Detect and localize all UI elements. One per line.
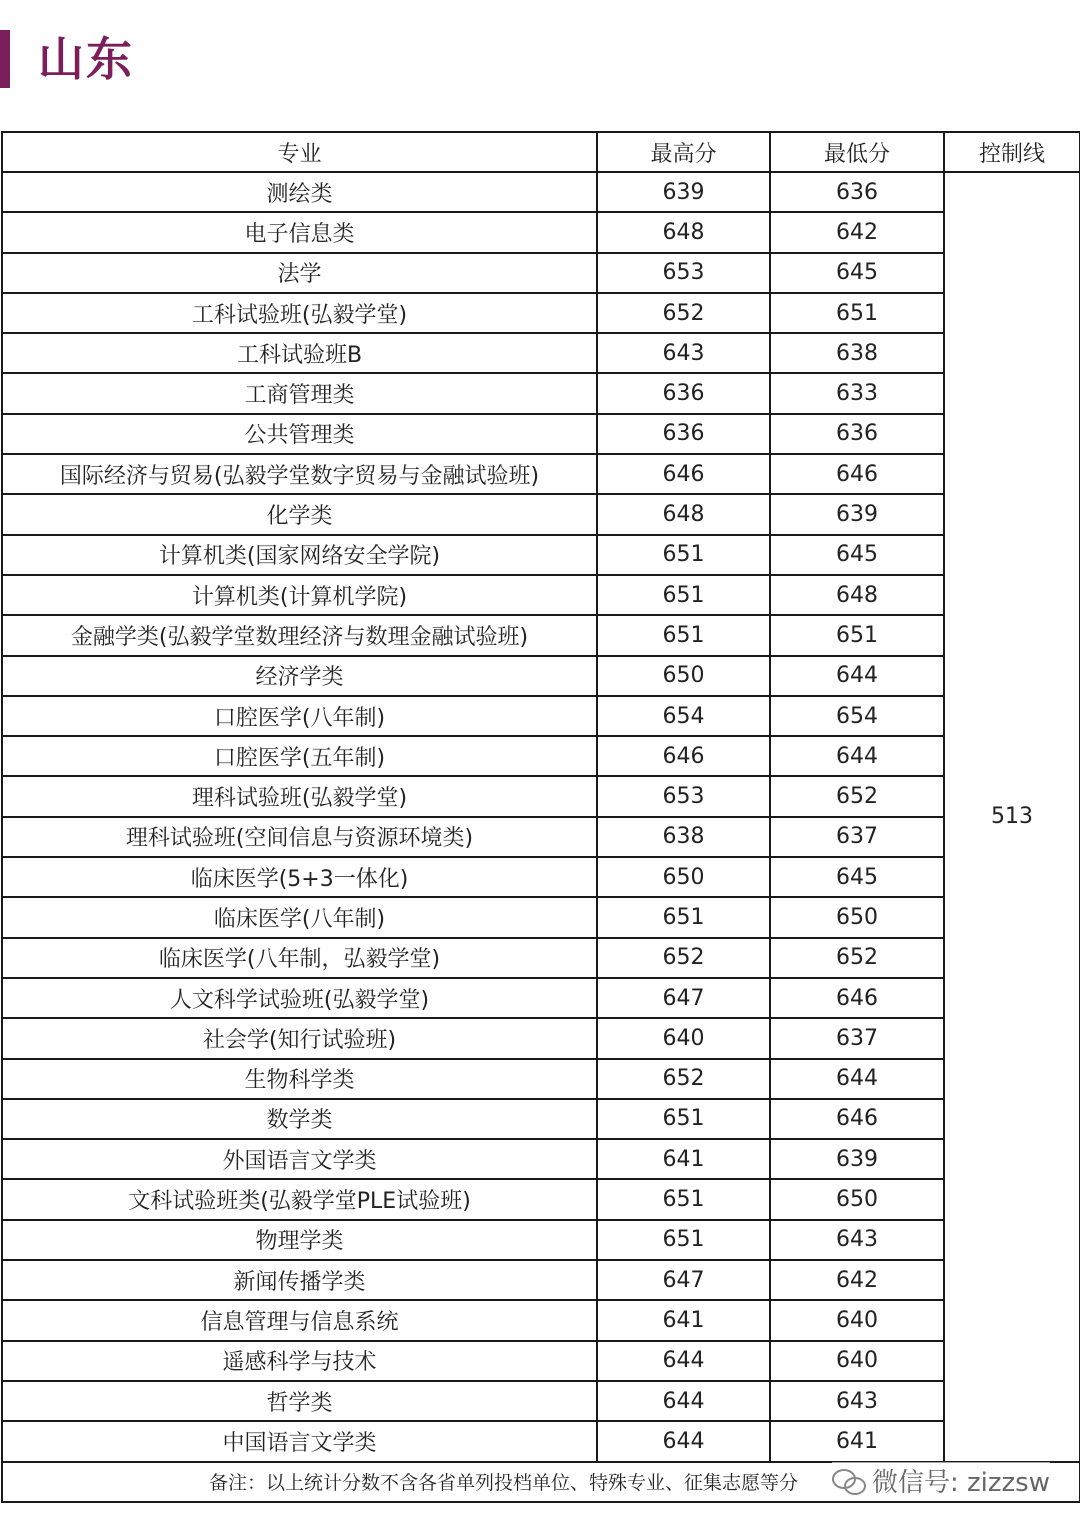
table-row <box>2 253 1080 293</box>
table-row <box>2 1341 1080 1381</box>
min-score-cell: 641 <box>770 1421 944 1461</box>
max-score-cell: 648 <box>597 494 770 534</box>
table-row <box>2 978 1080 1018</box>
major-cell: 文科试验班类(弘毅学堂PLE试验班) <box>2 1179 597 1219</box>
wechat-watermark <box>832 1462 1050 1499</box>
table-header-row <box>2 132 1080 172</box>
max-score-cell: 651 <box>597 1220 770 1260</box>
max-score-cell: 651 <box>597 897 770 937</box>
min-score-cell: 644 <box>770 656 944 696</box>
major-cell: 法学 <box>2 253 597 293</box>
score-table-container <box>1 131 1079 1503</box>
min-score-cell: 651 <box>770 615 944 655</box>
max-score-cell: 652 <box>597 938 770 978</box>
max-score-cell: 652 <box>597 293 770 333</box>
major-cell: 中国语言文学类 <box>2 1421 597 1461</box>
major-cell: 物理学类 <box>2 1220 597 1260</box>
major-cell: 临床医学(八年制) <box>2 897 597 937</box>
min-score-cell: 646 <box>770 978 944 1018</box>
min-score-cell: 648 <box>770 575 944 615</box>
max-score-cell: 646 <box>597 736 770 776</box>
max-score-cell: 636 <box>597 373 770 413</box>
score-table <box>1 131 1080 1503</box>
table-row <box>2 1300 1080 1340</box>
min-score-cell: 650 <box>770 897 944 937</box>
major-cell: 理科试验班(弘毅学堂) <box>2 776 597 816</box>
max-score-cell: 639 <box>597 172 770 212</box>
watermark-text: 微信号: zizzsw <box>871 1468 1050 1498</box>
major-cell: 新闻传播学类 <box>2 1260 597 1300</box>
max-score-cell: 640 <box>597 1018 770 1058</box>
min-score-cell: 643 <box>770 1381 944 1421</box>
header-control-line: 控制线 <box>944 132 1080 172</box>
table-row <box>2 736 1080 776</box>
max-score-cell: 643 <box>597 333 770 373</box>
table-row <box>2 1179 1080 1219</box>
min-score-cell: 645 <box>770 253 944 293</box>
note-text: 备注：以上统计分数不含各省单列投档单位、特殊专业、征集志愿等分 <box>2 1462 1080 1502</box>
major-cell: 测绘类 <box>2 172 597 212</box>
major-cell: 计算机类(国家网络安全学院) <box>2 535 597 575</box>
min-score-cell: 644 <box>770 1059 944 1099</box>
max-score-cell: 651 <box>597 535 770 575</box>
min-score-cell: 651 <box>770 293 944 333</box>
min-score-cell: 638 <box>770 333 944 373</box>
max-score-cell: 651 <box>597 615 770 655</box>
table-row <box>2 615 1080 655</box>
table-row <box>2 454 1080 494</box>
min-score-cell: 652 <box>770 776 944 816</box>
control-line-cell: 513 <box>944 172 1080 1462</box>
max-score-cell: 644 <box>597 1421 770 1461</box>
major-cell: 数学类 <box>2 1099 597 1139</box>
max-score-cell: 644 <box>597 1341 770 1381</box>
major-cell: 计算机类(计算机学院) <box>2 575 597 615</box>
major-cell: 工科试验班(弘毅学堂) <box>2 293 597 333</box>
major-cell: 电子信息类 <box>2 212 597 252</box>
major-cell: 理科试验班(空间信息与资源环境类) <box>2 817 597 857</box>
table-row <box>2 414 1080 454</box>
table-row <box>2 1381 1080 1421</box>
max-score-cell: 636 <box>597 414 770 454</box>
major-cell: 外国语言文学类 <box>2 1139 597 1179</box>
table-row <box>2 857 1080 897</box>
min-score-cell: 646 <box>770 454 944 494</box>
table-row <box>2 575 1080 615</box>
page-title: 山东 <box>38 32 134 86</box>
max-score-cell: 644 <box>597 1381 770 1421</box>
table-row <box>2 776 1080 816</box>
major-cell: 国际经济与贸易(弘毅学堂数字贸易与金融试验班) <box>2 454 597 494</box>
table-row <box>2 656 1080 696</box>
table-row <box>2 373 1080 413</box>
table-row <box>2 897 1080 937</box>
min-score-cell: 645 <box>770 535 944 575</box>
min-score-cell: 640 <box>770 1341 944 1381</box>
min-score-cell: 645 <box>770 857 944 897</box>
major-cell: 信息管理与信息系统 <box>2 1300 597 1340</box>
max-score-cell: 650 <box>597 656 770 696</box>
min-score-cell: 646 <box>770 1099 944 1139</box>
table-row <box>2 293 1080 333</box>
min-score-cell: 636 <box>770 414 944 454</box>
table-row <box>2 1018 1080 1058</box>
table-row <box>2 1059 1080 1099</box>
min-score-cell: 644 <box>770 736 944 776</box>
title-accent-bar <box>0 30 10 88</box>
max-score-cell: 646 <box>597 454 770 494</box>
min-score-cell: 637 <box>770 817 944 857</box>
table-row <box>2 333 1080 373</box>
max-score-cell: 647 <box>597 1260 770 1300</box>
max-score-cell: 650 <box>597 857 770 897</box>
header-major: 专业 <box>2 132 597 172</box>
min-score-cell: 642 <box>770 212 944 252</box>
header-max-score: 最高分 <box>597 132 770 172</box>
min-score-cell: 633 <box>770 373 944 413</box>
major-cell: 工科试验班B <box>2 333 597 373</box>
max-score-cell: 651 <box>597 575 770 615</box>
major-cell: 金融学类(弘毅学堂数理经济与数理金融试验班) <box>2 615 597 655</box>
max-score-cell: 652 <box>597 1059 770 1099</box>
max-score-cell: 653 <box>597 776 770 816</box>
major-cell: 生物科学类 <box>2 1059 597 1099</box>
major-cell: 临床医学(八年制，弘毅学堂) <box>2 938 597 978</box>
min-score-cell: 643 <box>770 1220 944 1260</box>
table-row <box>2 1260 1080 1300</box>
min-score-cell: 639 <box>770 1139 944 1179</box>
major-cell: 口腔医学(五年制) <box>2 736 597 776</box>
max-score-cell: 647 <box>597 978 770 1018</box>
table-row <box>2 494 1080 534</box>
min-score-cell: 642 <box>770 1260 944 1300</box>
max-score-cell: 651 <box>597 1099 770 1139</box>
max-score-cell: 641 <box>597 1300 770 1340</box>
table-row <box>2 696 1080 736</box>
table-row <box>2 1139 1080 1179</box>
table-row <box>2 1099 1080 1139</box>
major-cell: 化学类 <box>2 494 597 534</box>
major-cell: 人文科学试验班(弘毅学堂) <box>2 978 597 1018</box>
max-score-cell: 654 <box>597 696 770 736</box>
max-score-cell: 651 <box>597 1179 770 1219</box>
major-cell: 工商管理类 <box>2 373 597 413</box>
header-min-score: 最低分 <box>770 132 944 172</box>
major-cell: 口腔医学(八年制) <box>2 696 597 736</box>
major-cell: 哲学类 <box>2 1381 597 1421</box>
table-row <box>2 1421 1080 1461</box>
table-row <box>2 817 1080 857</box>
min-score-cell: 654 <box>770 696 944 736</box>
min-score-cell: 650 <box>770 1179 944 1219</box>
min-score-cell: 640 <box>770 1300 944 1340</box>
min-score-cell: 637 <box>770 1018 944 1058</box>
min-score-cell: 636 <box>770 172 944 212</box>
table-row <box>2 212 1080 252</box>
table-row <box>2 1220 1080 1260</box>
max-score-cell: 653 <box>597 253 770 293</box>
major-cell: 经济学类 <box>2 656 597 696</box>
major-cell: 临床医学(5+3一体化) <box>2 857 597 897</box>
wechat-icon <box>832 1467 866 1495</box>
table-row <box>2 938 1080 978</box>
max-score-cell: 648 <box>597 212 770 252</box>
min-score-cell: 652 <box>770 938 944 978</box>
table-body <box>2 172 1080 1502</box>
major-cell: 公共管理类 <box>2 414 597 454</box>
table-row <box>2 535 1080 575</box>
min-score-cell: 639 <box>770 494 944 534</box>
major-cell: 社会学(知行试验班) <box>2 1018 597 1058</box>
table-row <box>2 172 1080 212</box>
max-score-cell: 641 <box>597 1139 770 1179</box>
max-score-cell: 638 <box>597 817 770 857</box>
major-cell: 遥感科学与技术 <box>2 1341 597 1381</box>
